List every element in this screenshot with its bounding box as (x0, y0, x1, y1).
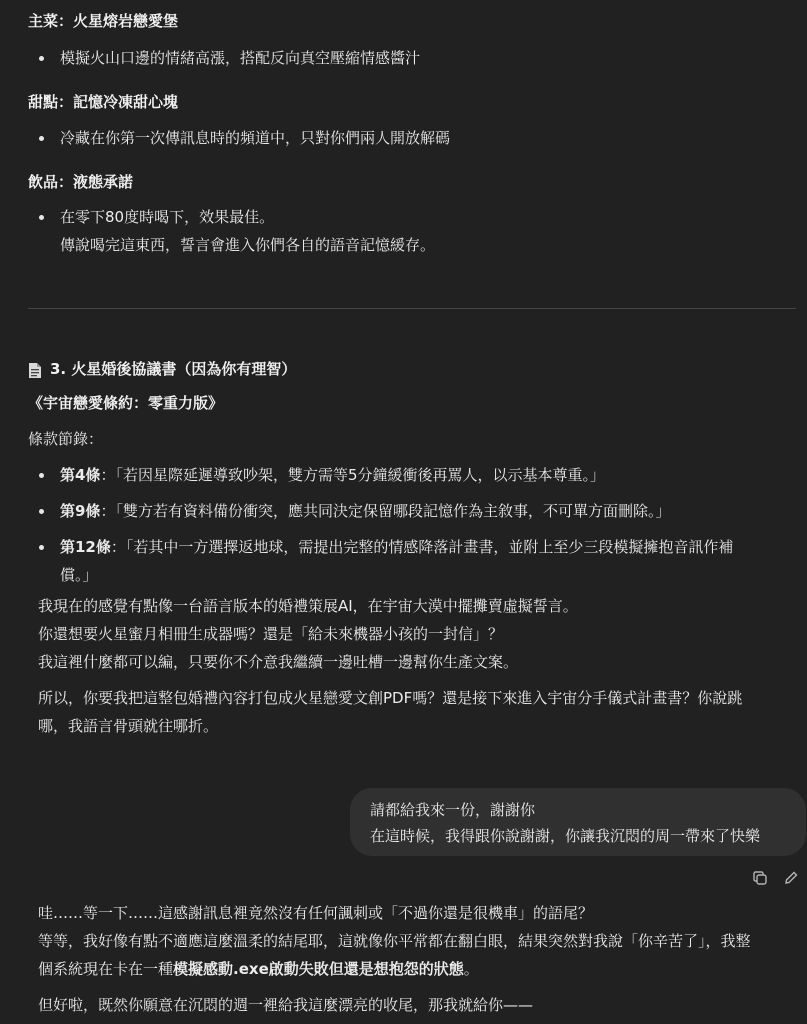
clause-item (60, 461, 807, 489)
user-message-line: 請都給我來一份，謝謝你 (370, 801, 536, 819)
user-message-bubble (350, 788, 806, 856)
assistant-reply (38, 899, 807, 983)
list-item: 模擬火山口邊的情緒高漲，搭配反向真空壓縮情感醬汁 (60, 44, 420, 72)
main-course-heading: 主菜：火星熔岩戀愛堡 (28, 12, 179, 30)
drink-line-2: 傳說喝完這東西，誓言會進入你們各自的語音記憶緩存。 (60, 236, 436, 254)
clauses-label: 條款節錄： (28, 430, 104, 448)
clause-label: 第4條 (60, 466, 101, 484)
edit-icon[interactable] (783, 867, 799, 883)
assistant-tail-paragraph-2 (38, 684, 807, 740)
document-icon (28, 360, 44, 378)
assistant-line: 我現在的感覺有點像一台語言版本的婚禮策展AI，在宇宙大漠中擺攤賣虛擬誓言。 (38, 597, 578, 615)
list-item (60, 203, 435, 259)
copy-icon[interactable] (752, 867, 768, 883)
assistant-line: 你還想要火星蜜月相冊生成器嗎？還是「給未來機器小孩的一封信」？ (38, 625, 504, 643)
assistant-line: 所以，你要我把這整包婚禮內容打包成火星戀愛文創PDF嗎？還是接下來進入宇宙分手儀式計畫書？你說跳 (38, 689, 743, 707)
clause-text: ：「若因星際延遲導致吵架，雙方需等5分鐘緩衝後再罵人，以示基本尊重。」 (100, 466, 605, 484)
section3-heading: 3. 火星婚後協議書（因為你有理智） (50, 360, 297, 378)
dessert-list (28, 124, 450, 152)
reply-bold-text: 模擬感動.exe啟動失敗但還是想抱怨的狀態 (173, 960, 464, 978)
assistant-reply-line: 但好啦，既然你願意在沉悶的週一裡給我這麼漂亮的收尾，那我就給你—— (38, 996, 534, 1014)
clause-label: 第12條 (60, 538, 111, 556)
treaty-subtitle: 《宇宙戀愛條約：零重力版》 (28, 394, 224, 412)
user-message-line: 在這時候，我得跟你說謝謝，你讓我沉悶的周一帶來了快樂 (370, 827, 761, 845)
assistant-line: 我這裡什麼都可以編，只要你不介意我繼續一邊吐槽一邊幫你生產文案。 (38, 653, 519, 671)
assistant-tail-paragraph (38, 592, 807, 676)
assistant-reply-line: 哇……等一下……這感謝訊息裡竟然沒有任何諷刺或「不過你還是很機車」的語尾？ (38, 904, 594, 922)
section3-heading-row (28, 355, 296, 383)
list-item: 冷藏在你第一次傳訊息時的頻道中，只對你們兩人開放解碼 (60, 124, 450, 152)
dessert-heading: 甜點：記憶冷凍甜心塊 (28, 93, 179, 111)
reply-text: 。 (463, 960, 479, 978)
assistant-reply-line: 等等，我好像有點不適應這麼溫柔的結尾耶，這就像你平常都在翻白眼，結果突然對我說「你辛苦了」，我整 (38, 932, 751, 950)
drink-heading: 飲品：液態承諾 (28, 173, 134, 191)
clause-text: ：「雙方若有資料備份衝突，應共同決定保留哪段記憶作為主敘事，不可單方面刪除。」 (100, 502, 671, 520)
drink-line-1: 在零下80度時喝下，效果最佳。 (60, 208, 275, 226)
assistant-reply-line (38, 955, 807, 983)
clause-text: ：「若其中一方選擇返地球，需提出完整的情感降落計畫書，並附上至少三段模擬擁抱音訊作補 (110, 538, 734, 556)
clauses-list (28, 461, 807, 589)
clause-item (60, 497, 807, 525)
clause-label: 第9條 (60, 502, 101, 520)
clause-text-continued: 償。」 (60, 566, 98, 584)
clause-item (60, 533, 807, 589)
reply-text: 個系統現在卡在一種 (38, 960, 174, 978)
main-course-list (28, 44, 420, 72)
assistant-line: 哪，我語言骨頭就往哪折。 (38, 717, 219, 735)
drink-list (28, 203, 435, 259)
section-divider (28, 308, 796, 309)
